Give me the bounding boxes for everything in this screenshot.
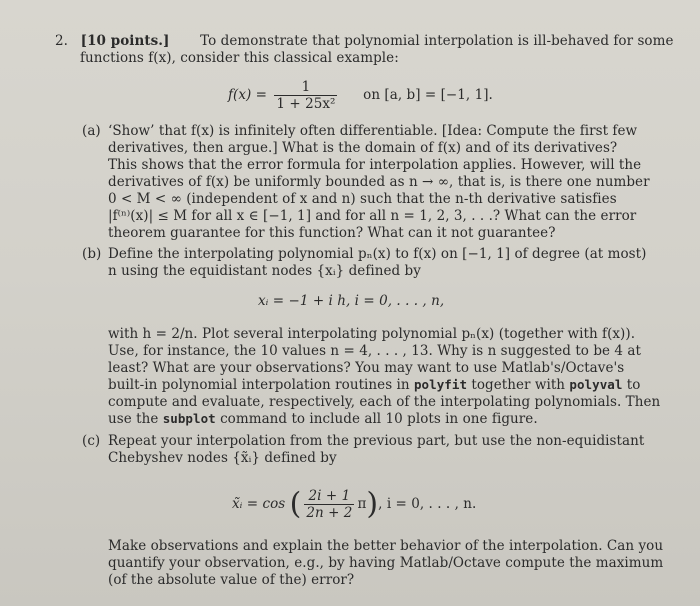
part-b-label: (b) (82, 246, 102, 262)
part-b-line: Define the interpolating polynomial pₙ(x) to f(x) on [−1, 1] of degree (at most) (108, 246, 647, 262)
eq-rhs: on [a, b] = [−1, 1]. (363, 87, 493, 103)
polyval-code: polyval (569, 377, 623, 392)
part-b-polyfit-line (108, 377, 640, 393)
part-a-line: theorem guarantee for this function? What can it not guarantee? (108, 225, 556, 241)
eq-lhs: f(x) = (228, 87, 268, 103)
part-a-line: ‘Show’ that f(x) is infinitely often differentiable. [Idea: Compute the first few (108, 123, 638, 139)
part-a-line: |f⁽ⁿ⁾(x)| ≤ M for all x ∈ [−1, 1] and for all n = 1, 2, 3, . . .? What can the error (108, 208, 637, 224)
subplot-code: subplot (162, 411, 216, 426)
equidistant-nodes-equation: xᵢ = −1 + i h, i = 0, . . . , n, (258, 293, 445, 309)
part-b-line: n using the equidistant nodes {xᵢ} defined by (108, 263, 421, 279)
part-a-line: This shows that the error formula for interpolation applies. However, will the (108, 157, 642, 173)
subplot-line-pre: use the (108, 411, 163, 427)
left-paren: ( (289, 486, 302, 522)
right-paren: ) (366, 486, 379, 522)
eq-numerator: 1 (274, 80, 337, 96)
part-b-subplot-line (108, 411, 538, 427)
problem-intro-2: functions f(x), consider this classical example: (80, 50, 399, 66)
part-a-line: 0 < M < ∞ (independent of x and n) such that the n-th derivative satisfies (108, 191, 617, 207)
part-a-line: derivatives of f(x) be uniformly bounded as n → ∞, that is, is there one number (108, 174, 650, 190)
cheb-lhs: x̃ᵢ = cos (232, 496, 286, 512)
part-b-line: compute and evaluate, respectively, each of the interpolating polynomials. Then (108, 394, 661, 410)
polyfit-line-post: to (622, 377, 641, 393)
problem-intro-1: To demonstrate that polynomial interpolation is ill-behaved for some (200, 33, 674, 49)
polyfit-line-mid: together with (467, 377, 570, 393)
polyfit-code: polyfit (413, 377, 468, 392)
part-a-label: (a) (82, 123, 101, 139)
eq-fraction (274, 80, 337, 112)
part-c-label: (c) (82, 433, 101, 449)
part-c-line: (of the absolute value of the) error? (108, 572, 355, 588)
cheb-fraction (304, 489, 354, 521)
problem-points: [10 points.] (80, 33, 170, 49)
polyfit-line-pre: built-in polynomial interpolation routines in (108, 377, 414, 393)
cheb-denominator: 2n + 2 (306, 504, 353, 521)
part-c-line: Repeat your interpolation from the previous part, but use the non-equidistant (108, 433, 645, 449)
part-a-line: derivatives, then argue.] What is the domain of f(x) and of its derivatives? (108, 140, 618, 156)
problem-header-line-1 (55, 33, 674, 49)
subplot-line-post: command to include all 10 plots in one figure. (215, 411, 538, 427)
part-c-line: Chebyshev nodes {x̃ᵢ} defined by (108, 450, 337, 466)
part-b-line: Use, for instance, the 10 values n = 4, . . . , 13. Why is n suggested to be 4 at (108, 343, 641, 359)
cheb-numerator: 2i + 1 (304, 489, 354, 505)
part-c-line: Make observations and explain the better behavior of the interpolation. Can you (108, 538, 664, 554)
part-c-line: quantify your observation, e.g., by having Matlab/Octave compute the maximum (108, 555, 664, 571)
part-b-line: with h = 2/n. Plot several interpolating polynomial pₙ(x) (together with f(x)). (108, 326, 636, 342)
main-equation (228, 75, 493, 115)
eq-denominator: 1 + 25x² (276, 95, 336, 112)
chebyshev-nodes-equation (232, 484, 476, 524)
cheb-pi: π (357, 496, 367, 512)
cheb-rhs: , i = 0, . . . , n. (378, 496, 477, 512)
part-b-line: least? What are your observations? You may want to use Matlab's/Octave's (108, 360, 625, 376)
problem-number: 2. (55, 33, 68, 49)
